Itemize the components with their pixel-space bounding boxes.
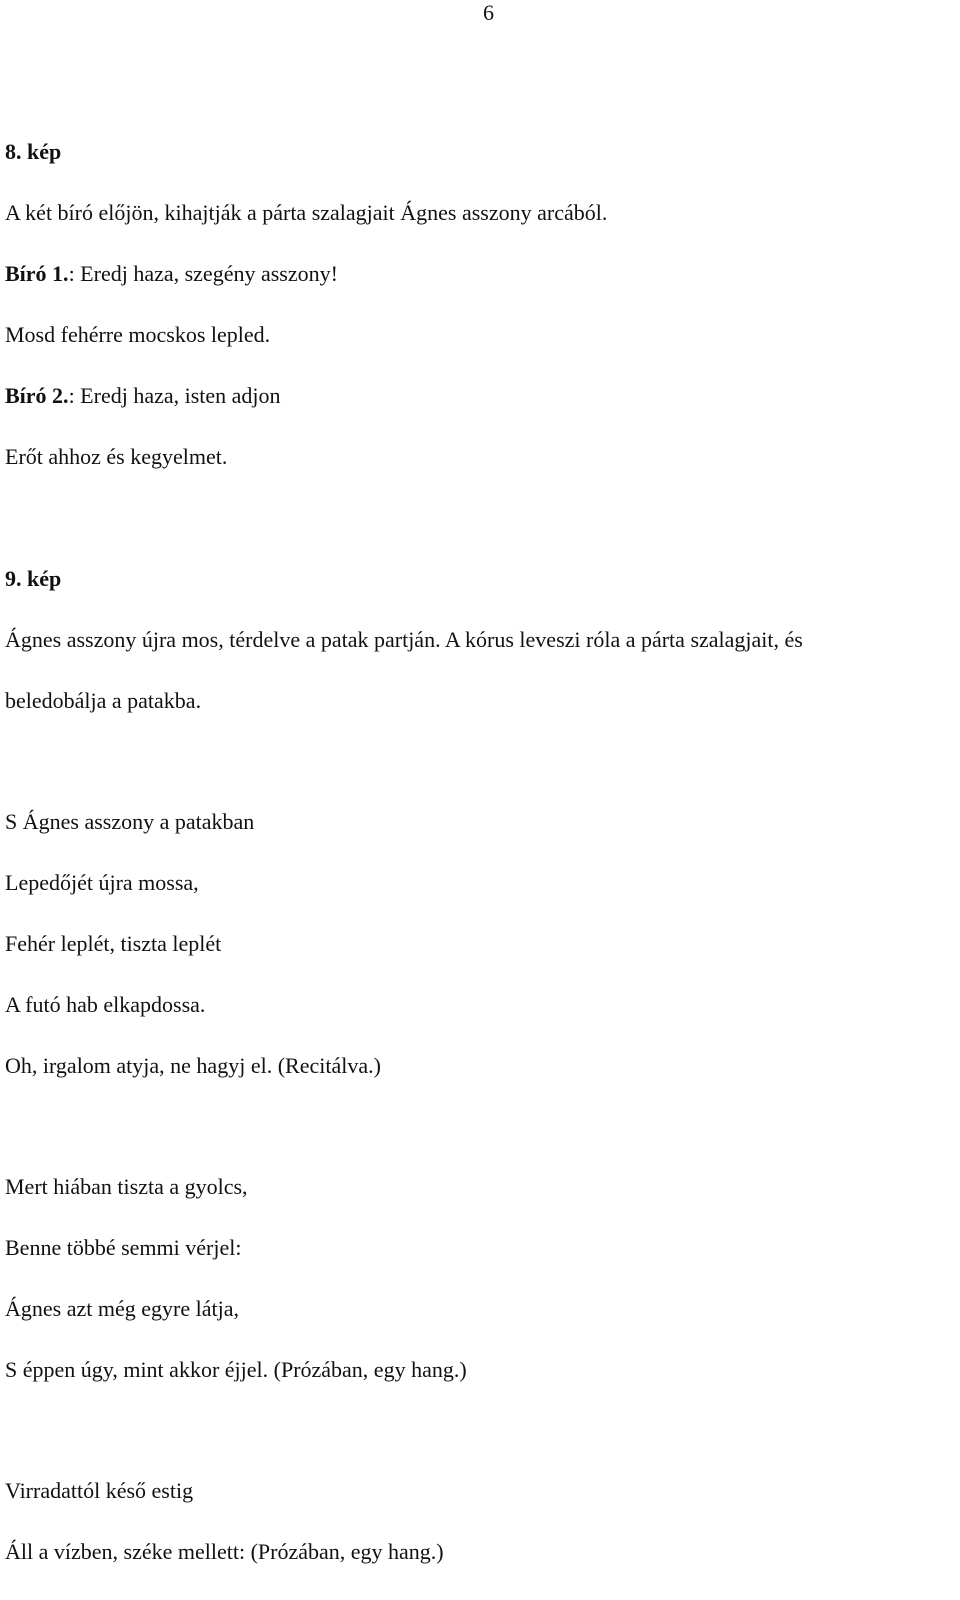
judge-1-line [5, 261, 338, 287]
verse-line: S éppen úgy, mint akkor éjjel. (Prózában, egy hang.) [5, 1357, 467, 1382]
verse-line: Virradattól késő estig [5, 1478, 194, 1503]
scene-8-heading: 8. kép [5, 139, 62, 164]
judge-1-line-2: Mosd fehérre mocskos lepled. [5, 322, 271, 347]
scene-9-stage-direction-line-2: beledobálja a patakba. [5, 688, 202, 713]
judge-1-text: : Eredj haza, szegény asszony! [68, 261, 338, 286]
scene-9-stage-direction-line-1: Ágnes asszony újra mos, térdelve a patak partján. A kórus leveszi róla a párta szalagjait, és [5, 627, 803, 652]
scene-9-heading: 9. kép [5, 566, 62, 591]
judge-2-text: : Eredj haza, isten adjon [68, 383, 281, 408]
verse-line: Ágnes azt még egyre látja, [5, 1296, 239, 1321]
verse-line: Fehér leplét, tiszta leplét [5, 931, 222, 956]
verse-line: Benne többé semmi vérjel: [5, 1235, 242, 1260]
verse-line: Mert hiában tiszta a gyolcs, [5, 1174, 248, 1199]
verse-line: Áll a vízben, széke mellett: (Prózában, egy hang.) [5, 1539, 444, 1564]
verse-line: A futó hab elkapdossa. [5, 992, 206, 1017]
judge-2-line-2: Erőt ahhoz és kegyelmet. [5, 444, 228, 469]
judge-2-line [5, 383, 281, 409]
judge-2-label: Bíró 2. [5, 383, 69, 408]
verse-line: Lepedőjét újra mossa, [5, 870, 199, 895]
verse-line: Oh, irgalom atyja, ne hagyj el. (Recitálva.) [5, 1053, 381, 1078]
page-number: 6 [483, 0, 494, 25]
judge-1-label: Bíró 1. [5, 261, 69, 286]
verse-line: S Ágnes asszony a patakban [5, 809, 255, 834]
scene-8-stage-direction: A két bíró előjön, kihajtják a párta szalagjait Ágnes asszony arcából. [5, 200, 608, 225]
